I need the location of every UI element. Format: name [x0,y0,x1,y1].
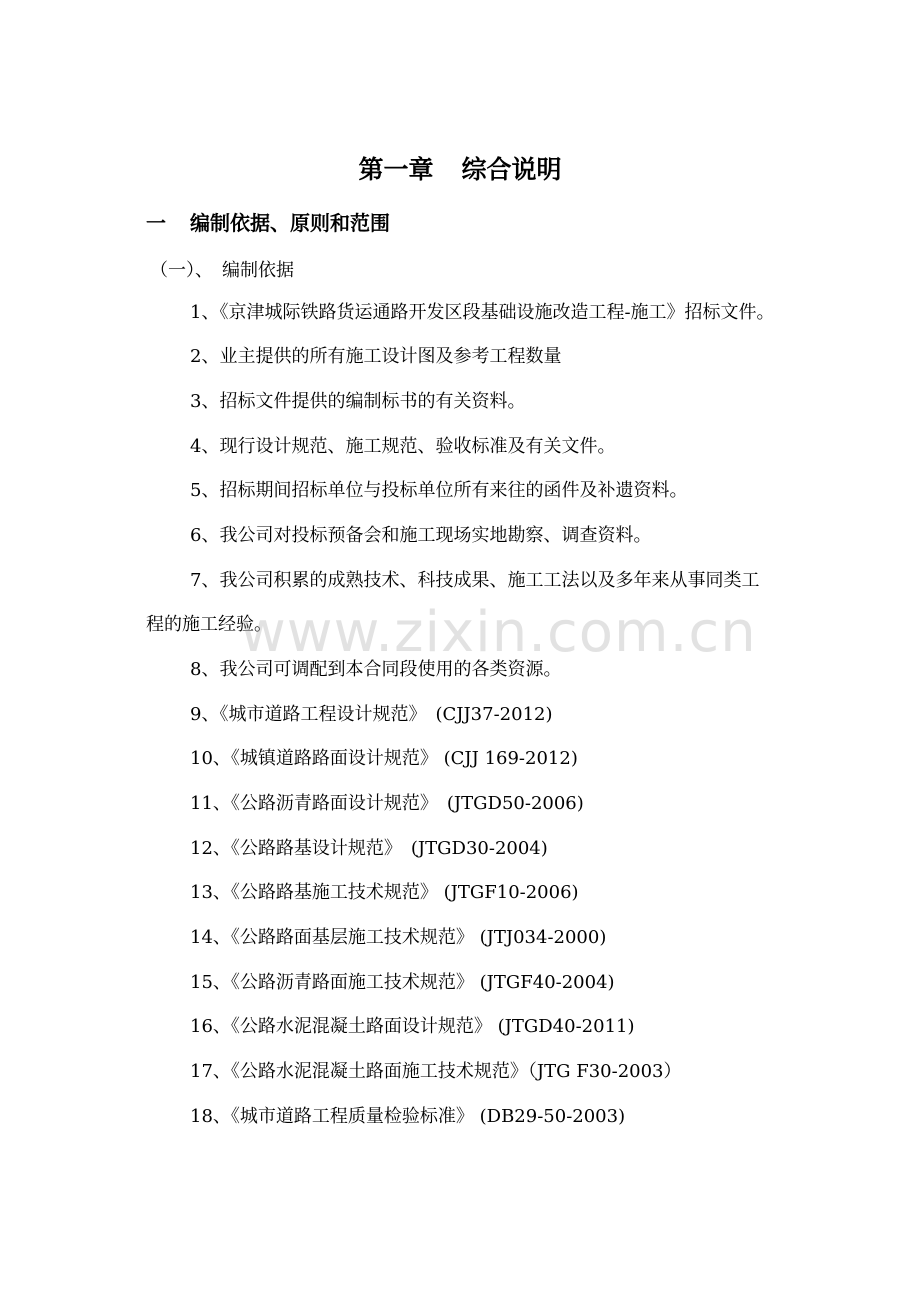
list-item: 16、《公路水泥混凝土路面设计规范》 (JTGD40-2011) [190,1016,635,1037]
list-item: 18、《城市道路工程质量检验标准》 (DB29-50-2003) [190,1106,626,1127]
chapter-name: 综合说明 [461,155,562,184]
list-item: 5、招标期间招标单位与投标单位所有来往的函件及补遗资料。 [190,480,688,501]
subsection-heading [150,256,294,282]
chapter-number: 第一章 [358,155,434,184]
list-item: 14、《公路路面基层施工技术规范》 (JTJ034-2000) [190,927,607,948]
list-item: 2、业主提供的所有施工设计图及参考工程数量 [190,346,562,367]
subsection-number: （一）、 [150,260,213,281]
list-item: 17、《公路水泥混凝土路面施工技术规范》（JTG F30-2003） [190,1061,682,1082]
list-item: 10、《城镇道路路面设计规范》 (CJJ 169-2012) [190,748,578,769]
section-heading [146,207,390,236]
list-item: 7、我公司积累的成熟技术、科技成果、施工工法以及多年来从事同类工 [190,570,760,591]
section-number: 一 [146,211,166,235]
list-item: 12、《公路路基设计规范》 (JTGD30-2004) [190,838,548,859]
list-item: 4、现行设计规范、施工规范、验收标准及有关文件。 [190,436,616,457]
list-item: 11、《公路沥青路面设计规范》 (JTGD50-2006) [190,793,584,814]
list-item: 6、我公司对投标预备会和施工现场实地勘察、调查资料。 [190,525,652,546]
section-label: 编制依据、原则和范围 [190,211,390,235]
list-item: 13、《公路路基施工技术规范》 (JTGF10-2006) [190,882,579,903]
list-item: 8、我公司可调配到本合同段使用的各类资源。 [190,659,562,680]
list-item: 3、招标文件提供的编制标书的有关资料。 [190,391,526,412]
subsection-label: 编制依据 [222,260,294,281]
watermark: www.zixin.com.cn [240,600,757,665]
list-item: 9、《城市道路工程设计规范》 (CJJ37-2012) [190,704,553,725]
list-item: 15、《公路沥青路面施工技术规范》 (JTGF40-2004) [190,972,615,993]
list-item: 1、《京津城际铁路货运通路开发区段基础设施改造工程-施工》招标文件。 [190,302,775,323]
chapter-title [0,150,920,186]
list-item-continuation: 程的施工经验。 [146,614,272,635]
